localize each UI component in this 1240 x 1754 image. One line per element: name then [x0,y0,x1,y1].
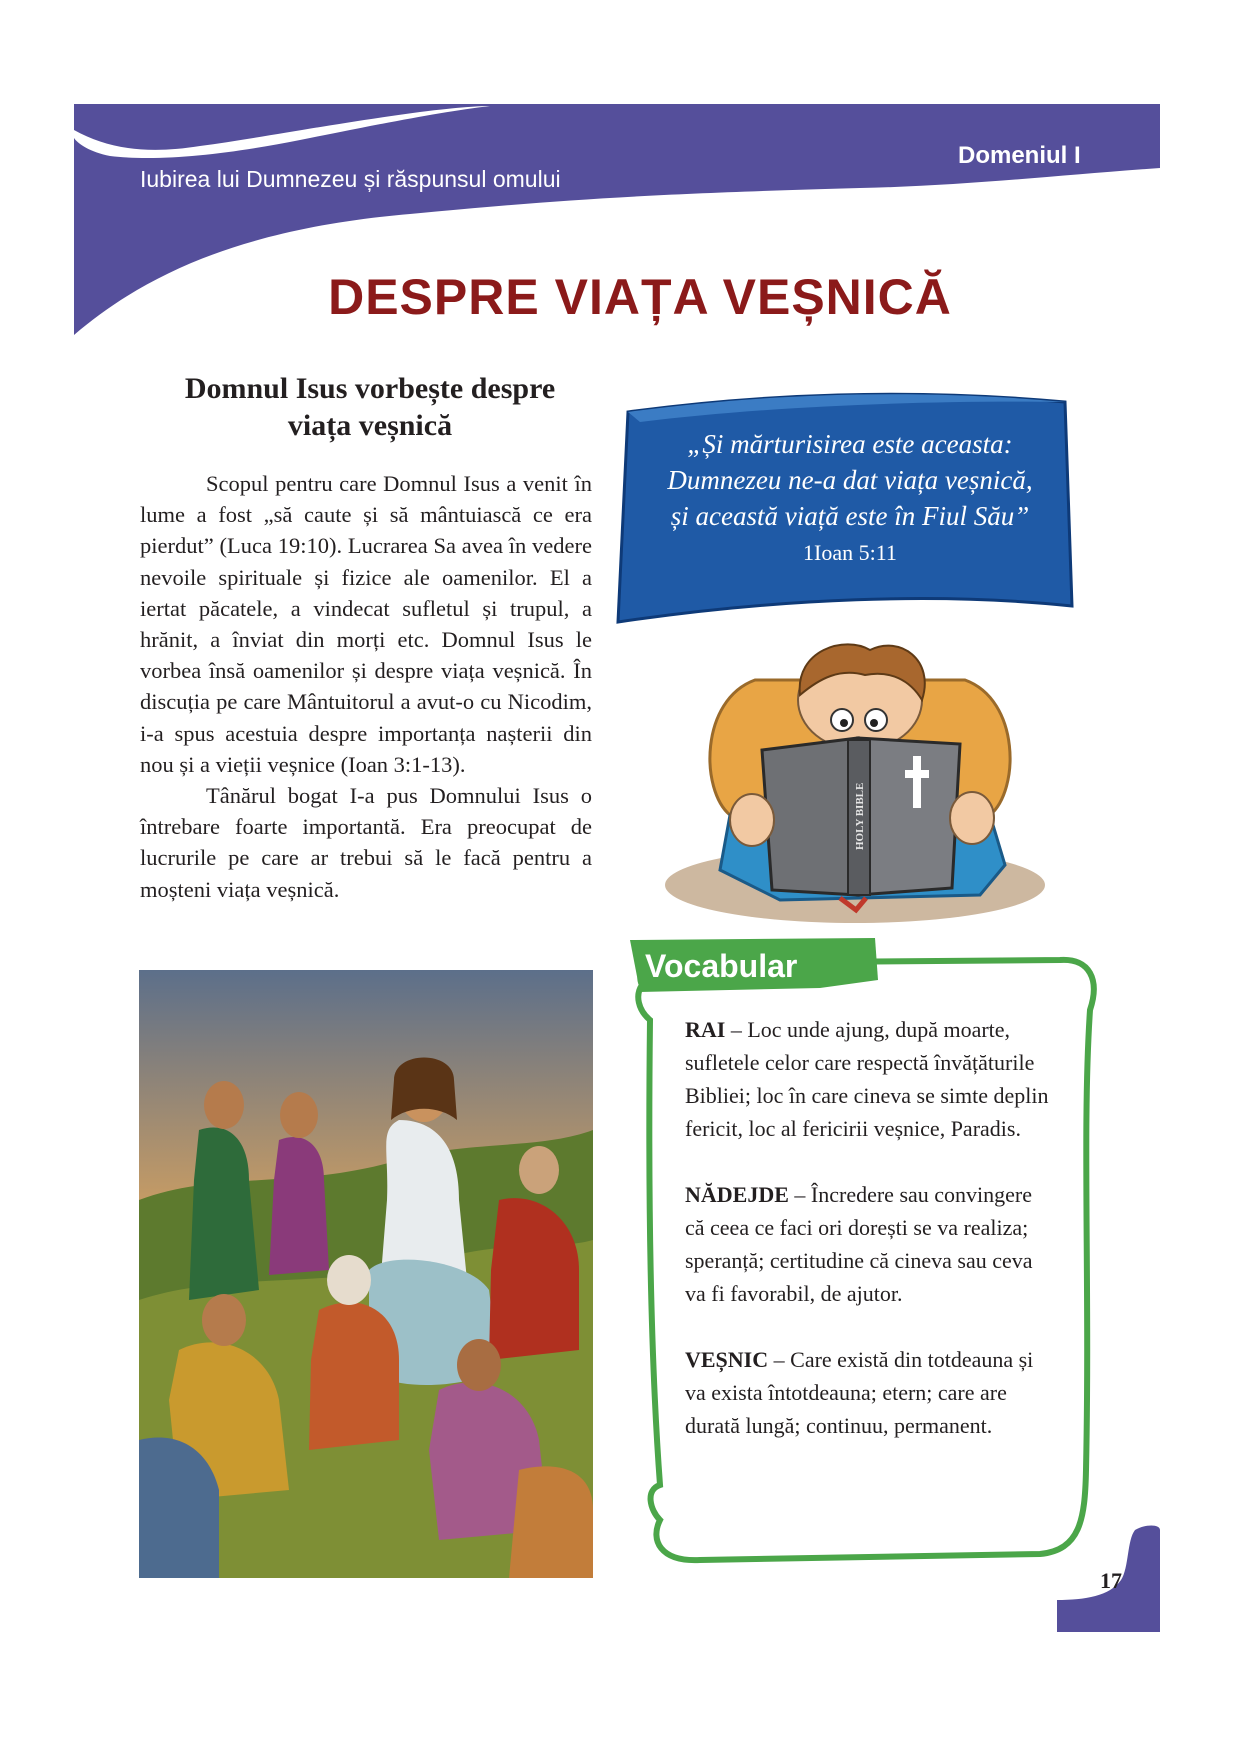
body-text [140,468,592,905]
vocab-term: RAI [685,1017,726,1042]
verse-text [640,426,1060,534]
verse-reference: 1Ioan 5:11 [803,540,897,565]
vocab-definition: Care există din totdeauna și va exista întotdeauna; etern; care are durată lungă; continuu, permanent. [685,1347,1034,1438]
paragraph-1: Scopul pentru care Domnul Isus a venit în lume a fost „să caute și să mântuiască ce era pierdut” (Luca 19:10). Lucrarea Sa avea în vedere nevoile spirituale și fizice ale oamenilor. El a iertat păcatele, a vindecat sufletul și trupul, a hrănit, a înviat din morți etc. Domnul Isus le vorbea însă oamenilor și despre viața veșnică. În discuția pe care Mântuitorul a avut-o cu Nicodim, i-a spus acestuia despre importanța nașterii din nou și a vieții veșnice (Ioan 3:1-13). [140,471,592,777]
vocab-separator: – [725,1017,748,1042]
book-spine-label: HOLY BIBLE [854,782,866,850]
vocab-separator: – [768,1347,791,1372]
header-subtitle: Iubirea lui Dumnezeu și răspunsul omului [140,166,561,192]
verse-line-3: și această viață este în Fiul Său” [670,501,1030,531]
vocab-entry-vesnic [685,1343,1055,1442]
section-heading [140,370,600,444]
domain-label: Domeniul I [958,142,1081,169]
vocab-definition: Loc unde ajung, după moarte, sufletele celor care respectă învățăturile Bibliei; loc în care cineva se simte deplin fericit, loc al fericirii veșnice, Paradis. [685,1017,1049,1141]
vocab-definition: Încredere sau convingere că ceea ce faci ori dorești se va realiza; speranță; certitudine că cineva sau ceva va fi favorabil, de ajutor. [685,1182,1033,1306]
jesus-teaching-painting [139,970,593,1578]
verse-line-2: Dumnezeu ne-a dat viața veșnică, [667,465,1033,495]
section-heading-line2: viața veșnică [287,409,453,442]
page-title: DESPRE VIAȚA VEȘNICĂ [328,269,952,325]
boy-reading-illustration [660,640,1060,930]
vocab-entry-rai [685,1013,1055,1145]
paragraph-2: Tânărul bogat I-a pus Domnului Isus o întrebare foarte importantă. Era preocupat de lucrurile pe care ar trebui să le facă pentru a moșteni viața veșnică. [140,783,592,902]
vocab-separator: – [788,1182,811,1207]
vocab-term: NĂDEJDE [685,1182,789,1207]
vocab-entry-nadejde [685,1178,1055,1310]
vocabulary-list [685,1013,1055,1475]
vocab-term: VEȘNIC [685,1347,769,1372]
verse-line-1: „Și mărturisirea este aceasta: [687,429,1013,459]
page-number: 17 [1100,1568,1122,1593]
section-heading-line1: Domnul Isus vorbește despre [184,372,556,405]
vocabulary-title: Vocabular [645,948,798,984]
